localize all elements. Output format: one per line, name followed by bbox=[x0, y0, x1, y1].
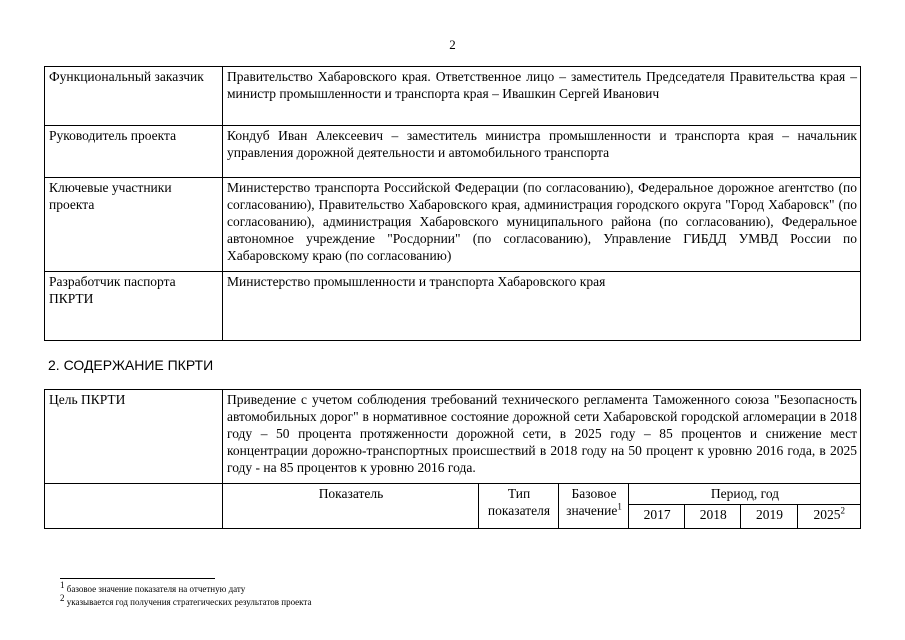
year-cell bbox=[797, 505, 860, 529]
table-row bbox=[45, 178, 861, 272]
table-row bbox=[45, 67, 861, 126]
year-label: 2025 bbox=[813, 507, 841, 522]
footnote-text: базовое значение показателя на отчетную дату bbox=[66, 584, 246, 594]
table-row bbox=[45, 390, 861, 484]
col-indicator: Показатель bbox=[223, 484, 479, 529]
table-row bbox=[45, 126, 861, 178]
footnote bbox=[60, 580, 246, 594]
indicator-header-row bbox=[45, 484, 861, 505]
page-number: 2 bbox=[449, 37, 456, 52]
year-cell: 2019 bbox=[741, 505, 797, 529]
row-value: Кондуб Иван Алексеевич – заместитель министра промышленности и транспорта края – начальник управления дорожной деятельности и автомобильного транспорта bbox=[223, 126, 861, 178]
footnote-divider bbox=[60, 578, 215, 579]
footnote-mark: 1 bbox=[60, 580, 65, 590]
year-cell: 2018 bbox=[685, 505, 741, 529]
col-base bbox=[559, 484, 629, 529]
goal-table bbox=[44, 389, 861, 529]
passport-table bbox=[44, 66, 861, 341]
col-base-label: Базовое значение bbox=[566, 486, 618, 518]
footnote-mark: 2 bbox=[840, 505, 846, 516]
table-row bbox=[45, 272, 861, 341]
row-value: Правительство Хабаровского края. Ответственное лицо – заместитель Председателя Правительства края – министр промышленности и транспорта края – Ивашкин Сергей Иванович bbox=[223, 67, 861, 126]
footnote-mark: 2 bbox=[60, 593, 65, 603]
row-value: Министерство промышленности и транспорта Хабаровского края bbox=[223, 272, 861, 341]
goal-value: Приведение с учетом соблюдения требований технического регламента Таможенного союза "Безопасность автомобильных дорог" в нормативное состояние дорожной сети Хабаровской городской агломерации в 2018 году – 50 процента протяженности дорожной сети, в 2025 году – 85 процентов и снижение мест концентрации дорожно-транспортных происшествий в 2018 году на 50 процент к уровню 2016 года, в 2025 году - на 85 процентов к уровню 2016 года. bbox=[223, 390, 861, 484]
footnote-mark: 1 bbox=[617, 501, 622, 512]
footnote bbox=[60, 593, 312, 607]
footnote-text: указывается год получения стратегических результатов проекта bbox=[66, 597, 312, 607]
goal-label: Цель ПКРТИ bbox=[45, 390, 223, 484]
row-label: Руководитель проекта bbox=[45, 126, 223, 178]
col-period: Период, год bbox=[629, 484, 861, 505]
row-label: Функциональный заказчик bbox=[45, 67, 223, 126]
section-heading: 2. СОДЕРЖАНИЕ ПКРТИ bbox=[48, 357, 214, 373]
row-label: Ключевые участники проекта bbox=[45, 178, 223, 272]
row-label: Разработчик паспорта ПКРТИ bbox=[45, 272, 223, 341]
col-type: Тип показателя bbox=[479, 484, 559, 529]
year-cell: 2017 bbox=[629, 505, 685, 529]
row-value: Министерство транспорта Российской Федерации (по согласованию), Федеральное дорожное агентство (по согласованию), Правительство Хабаровского края, администрация городского округа "Город Хабаровск" (по согласованию), администрация Хабаровского муниципального района (по согласованию), Федеральное автономное учреждение "Росдорнии" (по согласованию), Управление ГИБДД УМВД России по Хабаровскому краю (по согласованию) bbox=[223, 178, 861, 272]
empty-cell bbox=[45, 484, 223, 529]
